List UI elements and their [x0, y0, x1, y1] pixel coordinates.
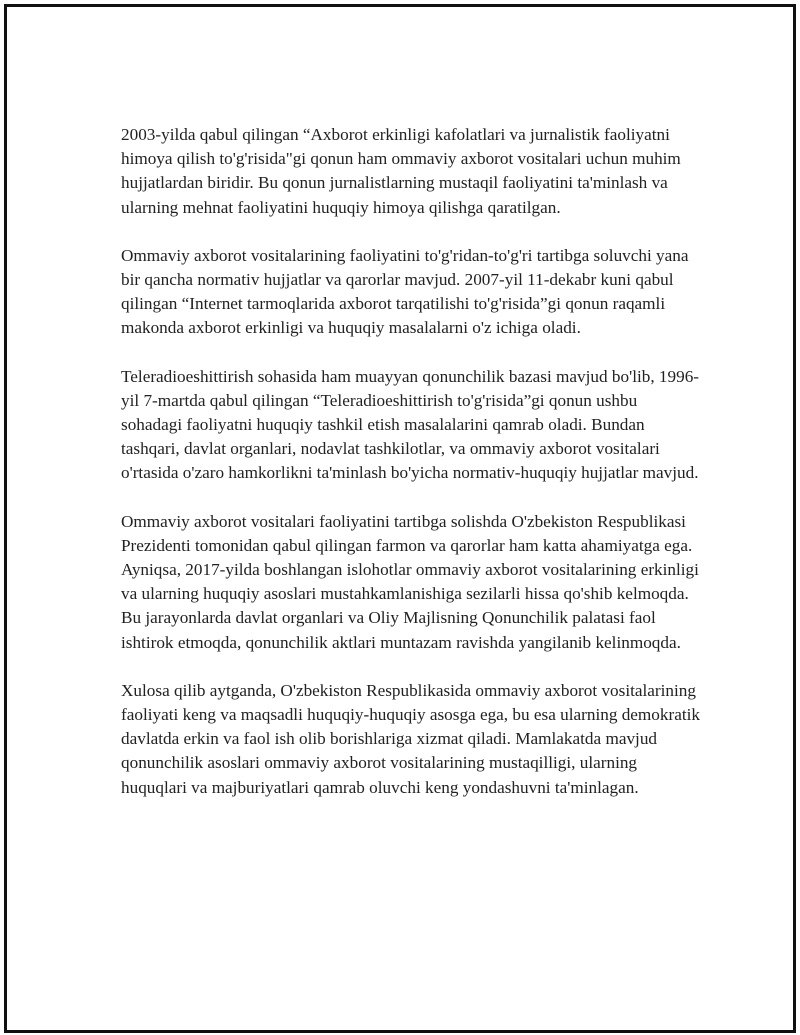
paragraph-5: Xulosa qilib aytganda, O'zbekiston Respublikasida ommaviy axborot vositalarining faoliyati keng va maqsadli huquqiy-huquqiy asosga ega, bu esa ularning demokratik davlatda erkin va faol ish olib borishlariga xizmat qiladi. Mamlakatda mavjud qonunchilik asoslari ommaviy axborot vositalarining mustaqilligi, ularning huquqlari va majburiyatlari qamrab oluvchi keng yondashuvni ta'minlagan.: [121, 680, 700, 797]
document-body: [121, 123, 701, 824]
paragraph-1: 2003-yilda qabul qilingan “Axborot erkinligi kafolatlari va jurnalistik faoliyatni himoya qilish to'g'risida"gi qonun ham ommaviy axborot vositalari uchun muhim hujjatlardan biridir. Bu qonun jurnalistlarning mustaqil faoliyatini ta'minlash va ularning mehnat faoliyatini huquqiy himoya qilishga qaratilgan.: [121, 125, 681, 217]
paragraph-3: Teleradioeshittirish sohasida ham muayyan qonunchilik bazasi mavjud bo'lib, 1996-yil 7-martda qabul qilingan “Teleradioeshittirish to'g'risida”gi qonun ushbu sohadagi faoliyatni huquqiy tashkil etish masalalarini qamrab oladi. Bundan tashqari, davlat organlari, nodavlat tashkilotlar, va ommaviy axborot vositalari o'rtasida o'zaro hamkorlikni ta'minlash bo'yicha normativ-huquqiy hujjatlar mavjud.: [121, 366, 700, 483]
page-frame: [4, 4, 796, 1033]
paragraph-2: Ommaviy axborot vositalarining faoliyatini to'g'ridan-to'g'ri tartibga soluvchi yana bir qancha normativ hujjatlar va qarorlar mavjud. 2007-yil 11-dekabr kuni qabul qilingan “Internet tarmoqlarida axborot tarqatilishi to'g'risida”gi qonun raqamli makonda axborot erkinligi va huquqiy masalalarni o'z ichiga oladi.: [121, 245, 689, 338]
paragraph-4: Ommaviy axborot vositalari faoliyatini tartibga solishda O'zbekiston Respublikasi Prezidenti tomonidan qabul qilingan farmon va qarorlar ham katta ahamiyatga ega. Ayniqsa, 2017-yilda boshlangan islohotlar ommaviy axborot vositalarining erkinligi va ularning huquqiy asoslari mustahkamlanishiga sezilarli hissa qo'shib kelmoqda. Bu jarayonlarda davlat organlari va Oliy Majlisning Qonunchilik palatasi faol ishtirok etmoqda, qonunchilik aktlari muntazam ravishda yangilanib kelinmoqda.: [121, 511, 699, 652]
